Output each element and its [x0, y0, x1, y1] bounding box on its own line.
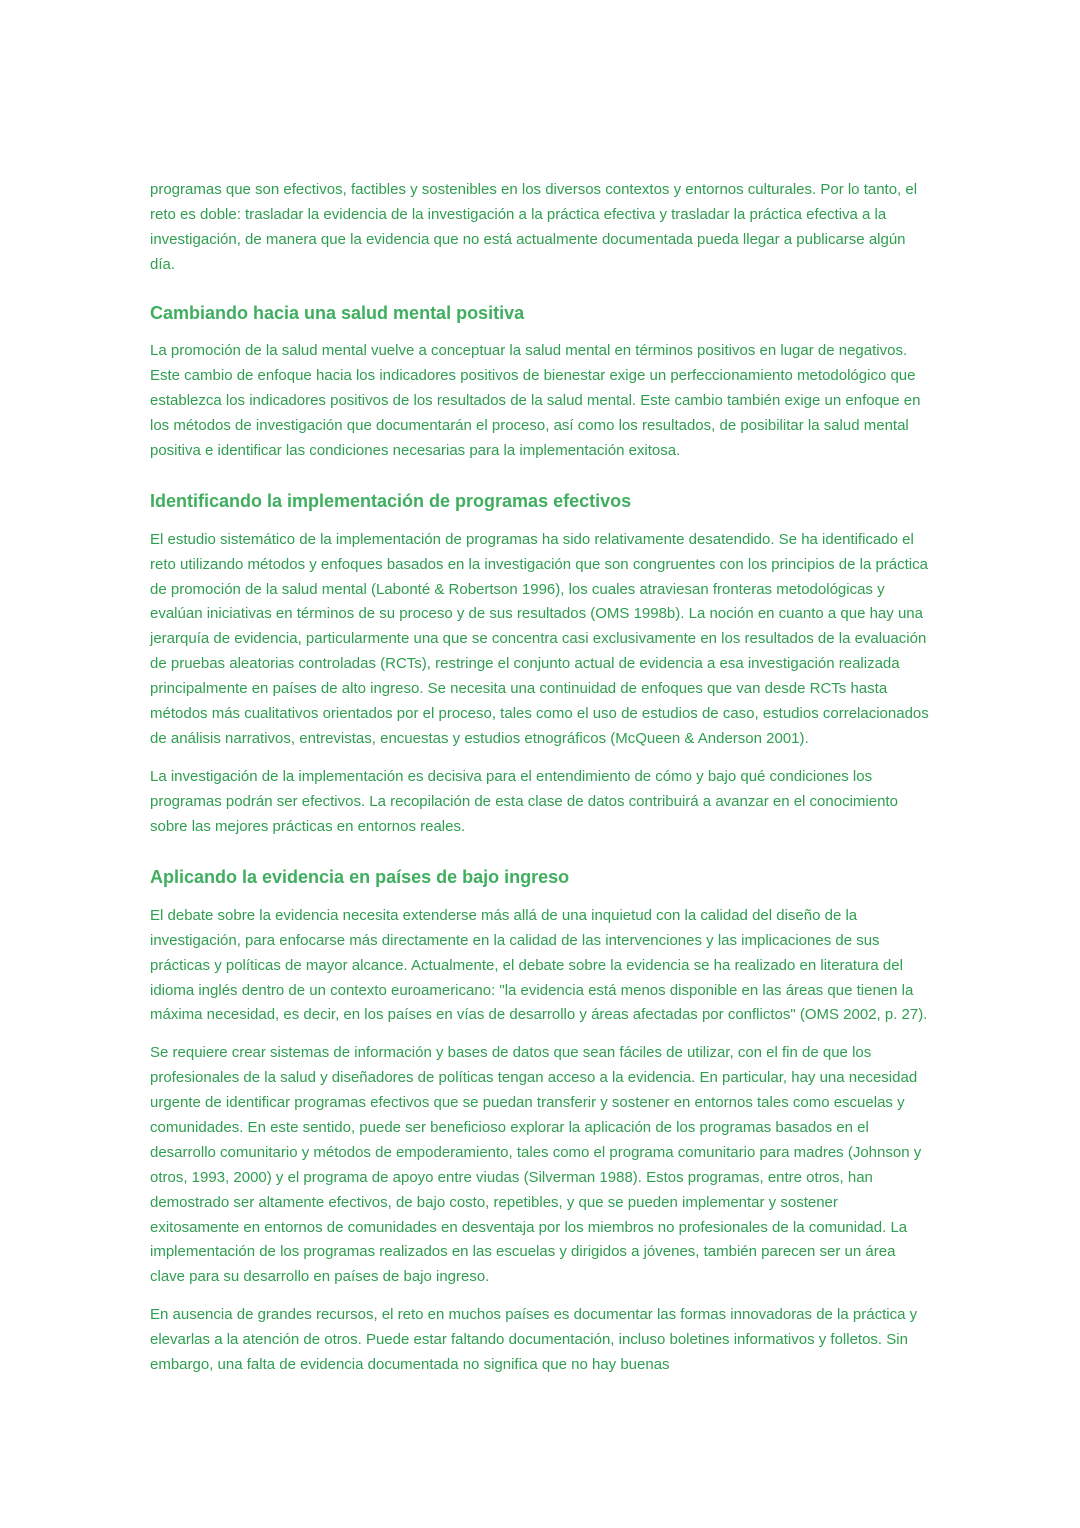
paragraph-section3-2: Se requiere crear sistemas de información y bases de datos que sean fáciles de utilizar, con el fin de que los profesionales de la salud y diseñadores de políticas tengan acceso a la evidencia. En particular, hay una necesidad urgente de identificar programas efectivos que se puedan transferir y sostener en entornos tales como escuelas y comunidades. En este sentido, puede ser beneficioso explorar la aplicación de los programas basados en el desarrollo comunitario y métodos de empoderamiento, tales como el programa comunitario para madres (Johnson y otros, 1993, 2000) y el programa de apoyo entre viudas (Silverman 1988). Estos programas, entre otros, han demostrado ser altamente efectivos, de bajo costo, repetibles, y que se pueden implementar y sostener exitosamente en entornos de comunidades en desventaja por los miembros no profesionales de la comunidad. La implementación de los programas realizados en las escuelas y dirigidos a jóvenes, también parecen ser un área clave para su desarrollo en países de bajo ingreso.: [150, 1044, 922, 1286]
section-heading-evidencia-bajo-ingreso: Aplicando la evidencia en países de bajo ingreso: [150, 867, 570, 888]
section-heading-salud-mental-positiva: Cambiando hacia una salud mental positiva: [150, 302, 525, 323]
section-heading-implementacion-programas: Identificando la implementación de programas efectivos: [150, 491, 632, 512]
paragraph-section1: La promoción de la salud mental vuelve a conceptuar la salud mental en términos positivos en lugar de negativos. Este cambio de enfoque hacia los indicadores positivos de bienestar exige un perfeccionamiento metodológico que establezca los indicadores positivos de los resultados de la salud mental. Este cambio también exige un enfoque en los métodos de investigación que documentarán el proceso, así como los resultados, de posibilitar la salud mental positiva e identificar las condiciones necesarias para la implementación exitosa.: [150, 341, 921, 459]
paragraph-section3-1: El debate sobre la evidencia necesita extenderse más allá de una inquietud con la calidad del diseño de la investigación, para enfocarse más directamente en la calidad de las intervenciones y las implicaciones de sus prácticas y políticas de mayor alcance. Actualmente, el debate sobre la evidencia se ha realizado en literatura del idioma inglés dentro de un contexto euroamericano: "la evidencia está menos disponible en las áreas que tienen la máxima necesidad, es decir, en los países en vías de desarrollo y áreas afectadas por conflictos" (OMS 2002, p. 27).: [150, 906, 928, 1024]
paragraph-continuation: programas que son efectivos, factibles y sostenibles en los diversos contextos y entornos culturales. Por lo tanto, el reto es doble: trasladar la evidencia de la investigación a la práctica efectiva y trasladar la práctica efectiva a la investigación, de manera que la evidencia que no está actualmente documentada pueda llegar a publicarse algún día.: [150, 181, 918, 273]
document-content: [150, 178, 930, 1378]
paragraph-section2-1: El estudio sistemático de la implementación de programas ha sido relativamente desatendido. Se ha identificado el reto utilizando métodos y enfoques basados en la investigación que son congruentes con los principios de la práctica de promoción de la salud mental (Labonté & Robertson 1996), los cuales atraviesan fronteras metodológicas y evalúan iniciativas en términos de su proceso y de sus resultados (OMS 1998b). La noción en cuanto a que hay una jerarquía de evidencia, particularmente una que se concentra casi exclusivamente en los resultados de la evaluación de pruebas aleatorias controladas (RCTs), restringe el conjunto actual de evidencia a esa investigación realizada principalmente en países de alto ingreso. Se necesita una continuidad de enfoques que van desde RCTs hasta métodos más cualitativos orientados por el proceso, tales como el uso de estudios de caso, estudios correlacionados de análisis narrativos, entrevistas, encuestas y estudios etnográficos (McQueen & Anderson 2001).: [150, 530, 929, 747]
paragraph-section2-2: La investigación de la implementación es decisiva para el entendimiento de cómo y bajo qué condiciones los programas podrán ser efectivos. La recopilación de esta clase de datos contribuirá a avanzar en el conocimiento sobre las mejores prácticas en entornos reales.: [150, 767, 898, 835]
paragraph-section3-3: En ausencia de grandes recursos, el reto en muchos países es documentar las formas innovadoras de la práctica y elevarlas a la atención de otros. Puede estar faltando documentación, incluso boletines informativos y folletos. Sin embargo, una falta de evidencia documentada no significa que no hay buenas: [150, 1306, 918, 1374]
